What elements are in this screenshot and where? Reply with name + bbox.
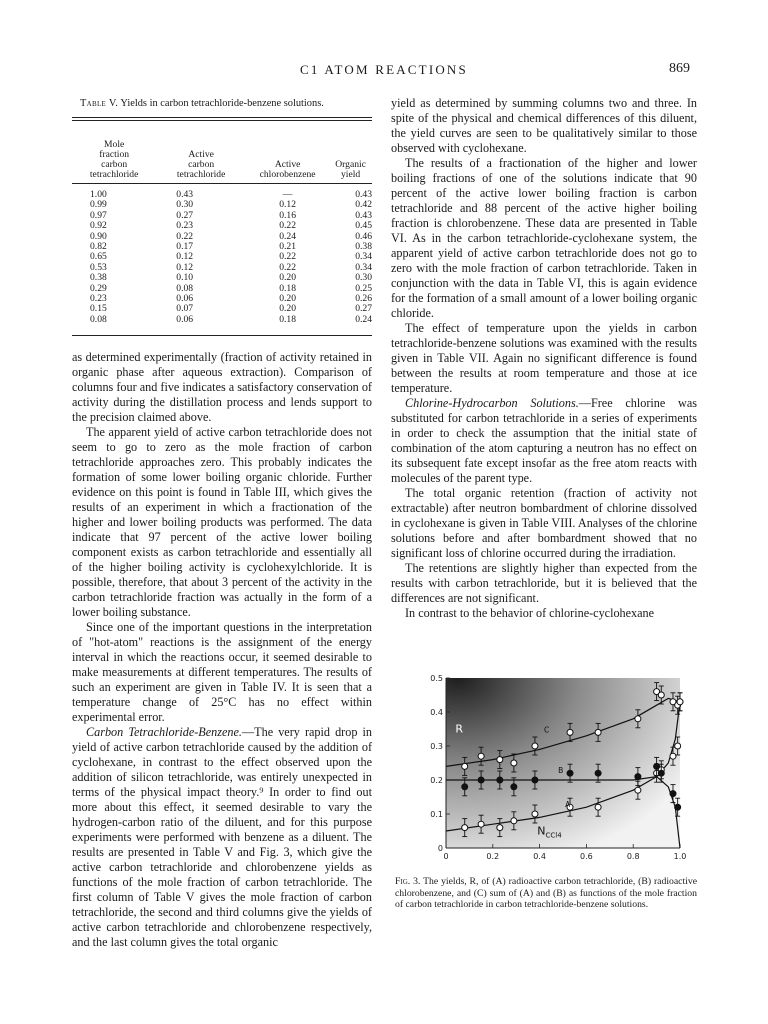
table-cell: 0.97 [90, 209, 107, 221]
figure-caption [395, 876, 697, 911]
table-cell: 0.53 [90, 261, 107, 273]
yields-table [72, 117, 372, 336]
table-row [72, 315, 372, 335]
table-cell: 0.90 [90, 230, 107, 242]
marker [567, 770, 573, 776]
table-cell: 0.82 [90, 241, 107, 253]
table-cell: 0.06 [176, 313, 194, 325]
table-row [72, 273, 372, 283]
table-cell: 0.34 [355, 261, 372, 273]
left-body-text [72, 350, 372, 725]
table-cell: 0.22 [176, 230, 194, 242]
table-cell: 0.08 [176, 282, 194, 294]
x-tick-label: 0 [443, 852, 449, 861]
x-axis-label-sub: CCl4 [545, 831, 562, 840]
table-cell: 0.27 [355, 303, 372, 315]
marker [654, 763, 660, 769]
marker [511, 784, 517, 790]
paragraph-chlorine-hydrocarbon [391, 396, 697, 486]
table-row [72, 294, 372, 304]
marker [595, 804, 601, 810]
marker [511, 818, 517, 824]
paragraph: yield as determined by summing columns two and three. In spite of the physical and chemical differences of this diluent, the yield curves are seen to be qualitatively similar to those observed with cyclohexane. [391, 96, 697, 155]
figure-label: Fig. 3. [395, 876, 421, 887]
paragraph: The total organic retention (fraction of activity not extractable) after neutron bombardment of chlorine dissolved in cyclohexane is given in Table VIII. Analyses of the chlorine solutions before and after bombardment showed that no significant loss of chlorine occurred during the irradiation. [391, 486, 697, 560]
table-cell: 0.30 [176, 199, 194, 211]
table-cell: 0.23 [90, 293, 107, 305]
marker [595, 770, 601, 776]
table-cell: 0.22 [279, 220, 296, 232]
section-heading: Carbon Tetrachloride-Benzene. [86, 725, 242, 740]
table-cell: 0.07 [176, 303, 194, 315]
table-cell: 0.18 [279, 282, 296, 294]
header-line: tetrachloride [89, 169, 139, 180]
table-cell: 0.46 [355, 230, 372, 242]
table-cell: 0.06 [176, 293, 194, 305]
section-heading: Chlorine-Hydrocarbon Solutions. [405, 396, 579, 410]
table-cell: 0.38 [90, 272, 107, 284]
table-cell: 0.10 [176, 272, 194, 284]
series-label-C: C [543, 725, 550, 735]
table-cell: 0.21 [279, 241, 296, 253]
table-cell: 0.29 [90, 282, 107, 294]
right-body-text [391, 96, 697, 396]
marker [497, 825, 503, 831]
table-cell: 0.26 [355, 293, 372, 305]
y-tick-label: 0.1 [430, 810, 443, 819]
table-caption [80, 96, 372, 111]
right-body-text-2 [391, 486, 697, 621]
x-tick-label: 1.0 [673, 852, 687, 861]
marker [567, 729, 573, 735]
marker [677, 699, 683, 705]
header-line: carbon [188, 159, 215, 170]
header-line: Active [188, 149, 214, 160]
marker [497, 777, 503, 783]
y-tick-label: 0.5 [430, 674, 443, 683]
marker [478, 777, 484, 783]
table-cell: 0.43 [176, 189, 194, 200]
table-header-row [72, 118, 372, 184]
page-number: 869 [669, 61, 690, 76]
table-cell: 0.20 [279, 303, 296, 315]
table-cell: 0.99 [90, 199, 107, 211]
table-cell: 0.17 [176, 241, 194, 253]
table-row [72, 304, 372, 314]
paragraph: The results of a fractionation of the higher and lower boiling fractions of one of the solutions indicate that 90 percent of the active lower boiling fraction is carbon tetrachloride and 88 percent of the active higher boiling fraction is chlorobenzene. These data are presented in Table VI. As in the carbon tetrachloride-cyclohexane system, the apparent yield of active carbon tetrachloride does not go to zero with the mole fraction of carbon tetrachloride. Taken in conjunction with the data in Table VI, this is again evidence for the formation of a small amount of a lower boiling organic chloride. [391, 156, 697, 320]
table-cell: 0.38 [355, 241, 372, 253]
table-row [72, 184, 372, 201]
marker [635, 716, 641, 722]
table-cell: 0.22 [279, 251, 296, 263]
table-cell: 0.27 [176, 209, 194, 221]
header-line: yield [341, 169, 361, 180]
table-label: Table V. [80, 98, 119, 109]
table-cell: — [282, 189, 293, 200]
header-line: Organic [335, 159, 366, 170]
table-cell: 0.43 [355, 209, 372, 221]
running-head: C1 ATOM REACTIONS [300, 62, 468, 77]
table-cell: 0.16 [279, 209, 296, 221]
table-cell: 0.20 [279, 293, 296, 305]
paragraph: In contrast to the behavior of chlorine-cyclohexane [405, 606, 655, 620]
figure-caption-text: The yields, R, of (A) radioactive carbon tetrachloride, (B) radioactive chlorobenzene, and (C) sum of (A) and (B) as functions of the mole fraction of carbon tetrachloride in carbon tetrachloride-benzene solutions. [395, 876, 697, 911]
marker [478, 821, 484, 827]
paragraph: The effect of temperature upon the yields in carbon tetrachloride-benzene solutions was examined with the results given in Table VII. Again no significant difference is found between the results at room temperature and those at ice temperature. [391, 321, 697, 395]
marker [595, 729, 601, 735]
table-cell: 0.25 [355, 282, 372, 294]
paragraph: The apparent yield of active carbon tetrachloride does not seem to go to zero as the mole fraction of carbon tetrachloride approaches zero. This probably indicates the formation of some lower boiling organic chloride. Further evidence on this point is found in Table III, which gives the results of an experiment in which a fractionation of the higher and lower boiling products was performed. The data indicate that 97 percent of the active lower boiling component exists as carbon tetrachloride and essentially all of the higher boiling activity is cyclohexylchloride. It is possible, therefore, that about 3 percent of the activity in the carbon tetrachloride fraction was actually in the form of a lower boiling substance. [72, 425, 372, 620]
x-axis-label-main: N [537, 824, 546, 838]
series-label-B: B [558, 766, 564, 776]
marker [532, 811, 538, 817]
y-axis-label: R [455, 722, 464, 736]
column-header-4 [329, 118, 372, 184]
x-tick-label: 0.8 [626, 852, 640, 861]
left-column [72, 96, 372, 950]
marker [675, 743, 681, 749]
table-row [72, 211, 372, 221]
column-header-3 [246, 118, 329, 184]
table-cell: 0.45 [355, 220, 372, 232]
y-tick-label: 0 [437, 844, 443, 853]
table-cell: 0.23 [176, 220, 194, 232]
column-header-1 [72, 118, 156, 184]
header-line: Active [274, 159, 301, 170]
marker [532, 777, 538, 783]
table-row [72, 232, 372, 242]
x-tick-label: 0.6 [580, 852, 593, 861]
header-line: tetrachloride [176, 169, 226, 180]
marker [462, 784, 468, 790]
marker [635, 787, 641, 793]
chart-svg [408, 664, 688, 864]
table-row [72, 221, 372, 231]
table-row [72, 242, 372, 252]
figure-3-chart [408, 664, 688, 864]
table-cell: 0.65 [90, 251, 107, 263]
table-cell: 0.08 [90, 313, 107, 325]
table-row [72, 252, 372, 262]
header-line: chlorobenzene [259, 169, 316, 180]
table-cell: 0.22 [279, 261, 296, 273]
table-body [72, 184, 372, 336]
marker [670, 753, 676, 759]
paragraph: Since one of the important questions in the interpretation of "hot-atom" reactions is the assignment of the energy interval in which the reactions occur, it seemed desirable to make measurements at different temperatures. The results of such an experiment are given in Table IV. It is seen that a temperature change of 25°C has no effect within experimental error. [72, 620, 372, 725]
marker [497, 757, 503, 763]
table-cell: 0.43 [355, 189, 372, 200]
table-cell: 0.12 [176, 261, 194, 273]
paragraph: The retentions are slightly higher than expected from the results with carbon tetrachloride, but it is believed that the differences are not significant. [391, 561, 697, 605]
marker [670, 791, 676, 797]
table-cell: 0.92 [90, 220, 107, 232]
table-row [72, 200, 372, 210]
paragraph-carbon-tetrachloride-benzene [72, 725, 372, 950]
marker [532, 743, 538, 749]
x-tick-label: 0.4 [533, 852, 546, 861]
table-row [72, 263, 372, 273]
header-line: carbon [101, 159, 128, 170]
marker [658, 770, 664, 776]
table-caption-text: Yields in carbon tetrachloride-benzene solutions. [120, 98, 324, 109]
header-line: fraction [99, 149, 130, 160]
marker [658, 692, 664, 698]
table-cell: 0.18 [279, 313, 296, 325]
table-cell: 0.20 [279, 272, 296, 284]
y-tick-label: 0.2 [430, 776, 443, 785]
table-cell: 0.24 [355, 313, 372, 325]
x-tick-label: 0.2 [486, 852, 500, 861]
y-tick-label: 0.4 [430, 708, 443, 717]
table-cell: 0.12 [176, 251, 194, 263]
y-tick-label: 0.3 [430, 742, 443, 751]
table-cell: 0.12 [279, 199, 296, 211]
marker [511, 760, 517, 766]
paragraph: as determined experimentally (fraction of activity retained in organic phase after aqueous extraction). Comparison of columns four and five indicates a satisfactory conservation of activity during the distillation process and lends support to the precision claimed above. [72, 350, 372, 425]
right-column [391, 96, 697, 621]
paragraph-text: —The very rapid drop in yield of active carbon tetrachloride caused by the addition of cyclohexane, in contrast to the effect observed upon the addition of silicon tetrachloride, was entirely unexpected in terms of the physical impact theory.⁹ In order to find out more about this effect, it seemed desirable to vary the hydrogen-carbon ratio of the diluent, and for this purpose experiments were performed with benzene as a diluent. The results are presented in Table V and Fig. 3, which give the active carbon tetrachloride and chlorobenzene yields as functions of the mole fraction of carbon tetrachloride. The first column of Table V gives the mole fraction of carbon tetrachloride, the second and third columns give the yields of active carbon tetrachloride and chlorobenzene respectively, and the last column gives the total organic [72, 725, 372, 950]
column-header-2 [156, 118, 246, 184]
marker [675, 804, 681, 810]
table-cell: 0.30 [355, 272, 372, 284]
series-label-A: A [565, 800, 571, 810]
marker [478, 753, 484, 759]
marker [635, 774, 641, 780]
table-cell: 1.00 [90, 189, 107, 200]
paragraph-text: —Free chlorine was substituted for carbon tetrachloride in a series of experiments in order to check the assumption that the initial state of combination of the atom capturing a neutron has no effect on its subsequent fate except insofar as the free atom reacts with molecules of the parent type. [391, 396, 697, 485]
table-row [72, 284, 372, 294]
table-cell: 0.34 [355, 251, 372, 263]
marker [462, 763, 468, 769]
table-cell: 0.15 [90, 303, 107, 315]
marker [462, 825, 468, 831]
table-cell: 0.42 [355, 199, 372, 211]
header-line: Mole [104, 139, 125, 150]
table-cell: 0.24 [279, 230, 296, 242]
